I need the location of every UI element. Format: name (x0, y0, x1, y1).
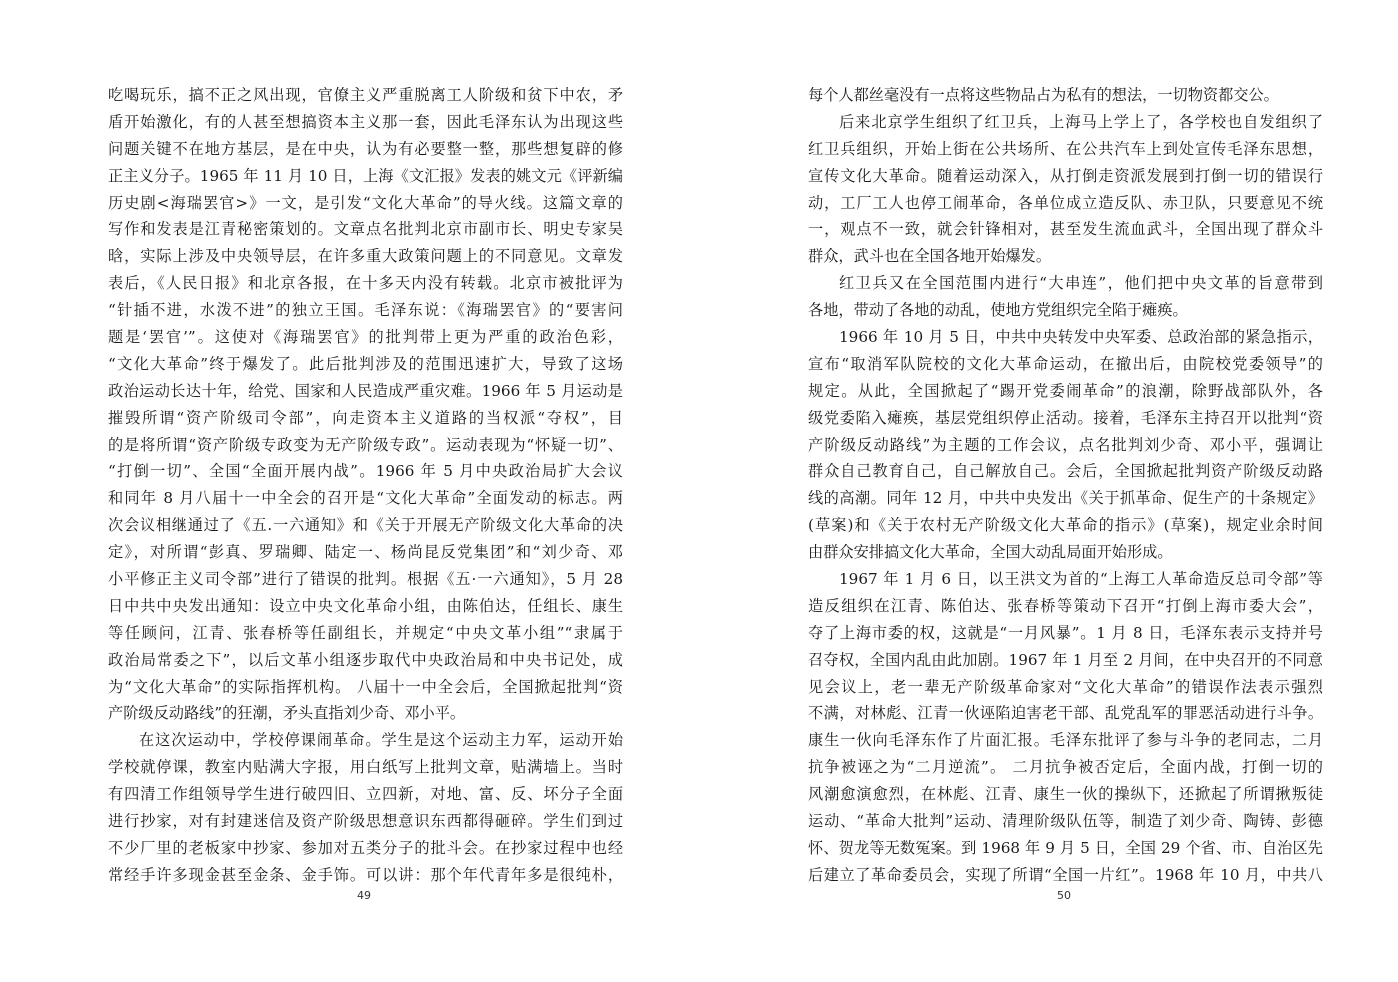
text-line: 夺了上海市委的权，这就是“一月风暴”。1 月 8 日，毛泽东表示支持并号 (808, 623, 1323, 642)
text-line: “针插不进，水泼不进”的独立王国。毛泽东说：《海瑞罢官》的“要害问 (108, 301, 623, 320)
text-line: 历史剧<海瑞罢官>》一文，是引发“文化大革命”的导火线。这篇文章的 (108, 193, 623, 212)
text-line: 宣传文化大革命。随着运动深入，从打倒走资派发展到打倒一切的错误行 (808, 166, 1323, 185)
text-line: 1967 年 1 月 6 日，以王洪文为首的“上海工人革命造反总司令部”等 (839, 570, 1323, 589)
text-line: 动，工厂工人也停工闹革命，各单位成立造反队、赤卫队，只要意见不统 (808, 193, 1323, 212)
text-line: 问题关键不在地方基层，是在中央，认为有必要整一整，那些想复辟的修 (108, 139, 623, 158)
text-line: 小平修正主义司令部”进行了错误的批判。根据《五·一六通知》，5 月 28 (108, 570, 623, 589)
text-line: 不少厂里的老板家中抄家、参加对五类分子的批斗会。在抄家过程中也经 (108, 838, 623, 857)
text-line: 正主义分子。1965 年 11 月 10 日，上海《文汇报》发表的姚文元《评新编 (108, 166, 623, 185)
text-line: 见会议上，老一辈无产阶级革命家对“文化大革命”的错误作法表示强烈 (808, 677, 1323, 696)
text-line: 的是将所谓“资产阶级专政变为无产阶级专政”。运动表现为“怀疑一切”、 (108, 435, 623, 454)
text-line: 红卫兵组织，开始上街在公共场所、在公共汽车上到处宣传毛泽东思想， (808, 139, 1323, 158)
text-line: 产阶级反动路线”为主题的工作会议，点名批判刘少奇、邓小平，强调让 (808, 435, 1323, 454)
left-page (108, 82, 623, 887)
text-line: “文化大革命”终于爆发了。此后批判涉及的范围迅速扩大，导致了这场 (108, 354, 623, 373)
text-line: 群众自己教育自己，自己解放自己。会后，全国掀起批判资产阶级反动路 (808, 462, 1323, 481)
text-line: 规定。从此，全国掀起了“踢开党委闹革命”的浪潮，除野战部队外，各 (808, 381, 1323, 400)
text-line: 摧毁所谓“资产阶级司令部”，向走资本主义道路的当权派“夺权”，目 (108, 408, 623, 427)
text-line: 表后，《人民日报》和北京各报，在十多天内没有转载。北京市被批评为 (108, 274, 623, 293)
right-page-text (808, 82, 1323, 887)
text-line: “打倒一切”、全国“全面开展内战”。1966 年 5 月中央政治局扩大会议 (108, 462, 623, 481)
text-line: 群众，武斗也在全国各地开始爆发。 (808, 247, 1051, 266)
book-gutter (698, 0, 699, 982)
text-line: 定》，对所谓“彭真、罗瑞卿、陆定一、杨尚昆反党集团”和“刘少奇、邓 (108, 543, 623, 562)
right-page-number: 50 (1057, 889, 1071, 902)
text-line: 等任顾问，江青、张春桥等任副组长，并规定“中央文革小组”“隶属于 (108, 623, 623, 642)
text-line: 学校就停课，教室内贴满大字报，用白纸写上批判文章，贴满墙上。当时 (108, 758, 623, 777)
text-line: 宣布“取消军队院校的文化大革命运动，在撤出后，由院校党委领导”的 (808, 354, 1323, 373)
text-line: 写作和发表是江青秘密策划的。文章点名批判北京市副市长、明史专家吴 (108, 220, 623, 239)
text-line: 由群众安排搞文化大革命，全国大动乱局面开始形成。 (808, 543, 1173, 562)
text-line: 吃喝玩乐，搞不正之风出现，官僚主义严重脱离工人阶级和贫下中农，矛 (108, 86, 623, 104)
text-line: 日中共中央发出通知：设立中央文化革命小组，由陈伯达，任组长、康生 (108, 596, 623, 615)
text-line: 和同年 8 月八届十一中全会的召开是“文化大革命”全面发动的标志。两 (108, 489, 623, 508)
right-page (808, 82, 1323, 887)
text-line: 次会议相继通过了《五.一六通知》和《关于开展无产阶级文化大革命的决 (108, 516, 623, 535)
text-line: 线的高潮。同年 12 月，中共中央发出《关于抓革命、促生产的十条规定》 (808, 489, 1323, 508)
text-line: 不满，对林彪、江青一伙诬陷迫害老干部、乱党乱军的罪恶活动进行斗争。 (808, 704, 1323, 723)
text-line: 抗争被诬之为“二月逆流”。 二月抗争被否定后，全面内战，打倒一切的 (808, 758, 1323, 777)
text-line: 后建立了革命委员会，实现了所谓“全国一片红”。1968 年 10 月，中共八 (808, 865, 1323, 884)
text-line: 1966 年 10 月 5 日，中共中央转发中央军委、总政治部的紧急指示， (839, 328, 1323, 347)
text-line: 召夺权，全国内乱由此加剧。1967 年 1 月至 2 月间，在中央召开的不同意 (808, 650, 1323, 669)
text-line: 有四清工作组领导学生进行破四旧、立四新，对地、富、反、坏分子全面 (108, 785, 623, 804)
text-line: 运动、“革命大批判”运动、清理阶级队伍等，制造了刘少奇、陶铸、彭德 (808, 812, 1323, 831)
text-line: 在这次运动中，学校停课闹革命。学生是这个运动主力军，运动开始 (139, 731, 623, 750)
text-line: 产阶级反动路线”的狂潮，矛头直指刘少奇、邓小平。 (108, 704, 466, 723)
left-page-text (108, 82, 623, 887)
text-line: 晗，实际上涉及中央领导层，在许多重大政策问题上的不同意见。文章发 (108, 247, 623, 266)
text-line: 怀、贺龙等无数冤案。到 1968 年 9 月 5 日，全国 29 个省、市、自治区先 (808, 838, 1323, 857)
text-line: 后来北京学生组织了红卫兵，上海马上学上了，各学校也自发组织了 (839, 112, 1323, 131)
text-line: 红卫兵又在全国范围内进行“大串连”，他们把中央文革的旨意带到 (839, 274, 1323, 293)
text-line: 政治运动长达十年，给党、国家和人民造成严重灾难。1966 年 5 月运动是 (108, 381, 623, 400)
text-line: 造反组织在江青、陈伯达、张春桥等策动下召开“打倒上海市委大会”， (808, 596, 1323, 615)
text-line: 风潮愈演愈烈，在林彪、江青、康生一伙的操纵下，还掀起了所谓揪叛徒 (808, 785, 1323, 804)
text-line: 盾开始激化，有的人甚至想搞资本主义那一套，因此毛泽东认为出现这些 (108, 112, 623, 131)
text-line: 康生一伙向毛泽东作了片面汇报。毛泽东批评了参与斗争的老同志，二月 (808, 731, 1323, 750)
text-line: 级党委陷入瘫痪，基层党组织停止活动。接着，毛泽东主持召开以批判“资 (808, 408, 1323, 427)
left-page-number: 49 (357, 889, 371, 902)
text-line: 各地，带动了各地的动乱，使地方党组织完全陷于瘫痪。 (808, 301, 1188, 320)
text-line: 常经手许多现金甚至金条、金手饰。可以讲：那个年代青年多是很纯朴， (108, 865, 623, 884)
text-line: (草案)和《关于农村无产阶级文化大革命的指示》(草案)，规定业余时间 (808, 516, 1323, 535)
text-line: 每个人都丝毫没有一点将这些物品占为私有的想法，一切物资都交公。 (808, 86, 1279, 104)
text-line: 一，观点不一致，就会针锋相对，甚至发生流血武斗，全国出现了群众斗 (808, 220, 1323, 239)
text-line: 题是‘罢官’”。这使对《海瑞罢官》的批判带上更为严重的政治色彩， (108, 328, 623, 347)
text-line: 进行抄家，对有封建迷信及资产阶级思想意识东西都得砸碎。学生们到过 (108, 812, 623, 831)
text-line: 为“文化大革命”的实际指挥机构。 八届十一中全会后，全国掀起批判“资 (108, 677, 623, 696)
text-line: 政治局常委之下”，以后文革小组逐步取代中央政治局和中央书记处，成 (108, 650, 623, 669)
